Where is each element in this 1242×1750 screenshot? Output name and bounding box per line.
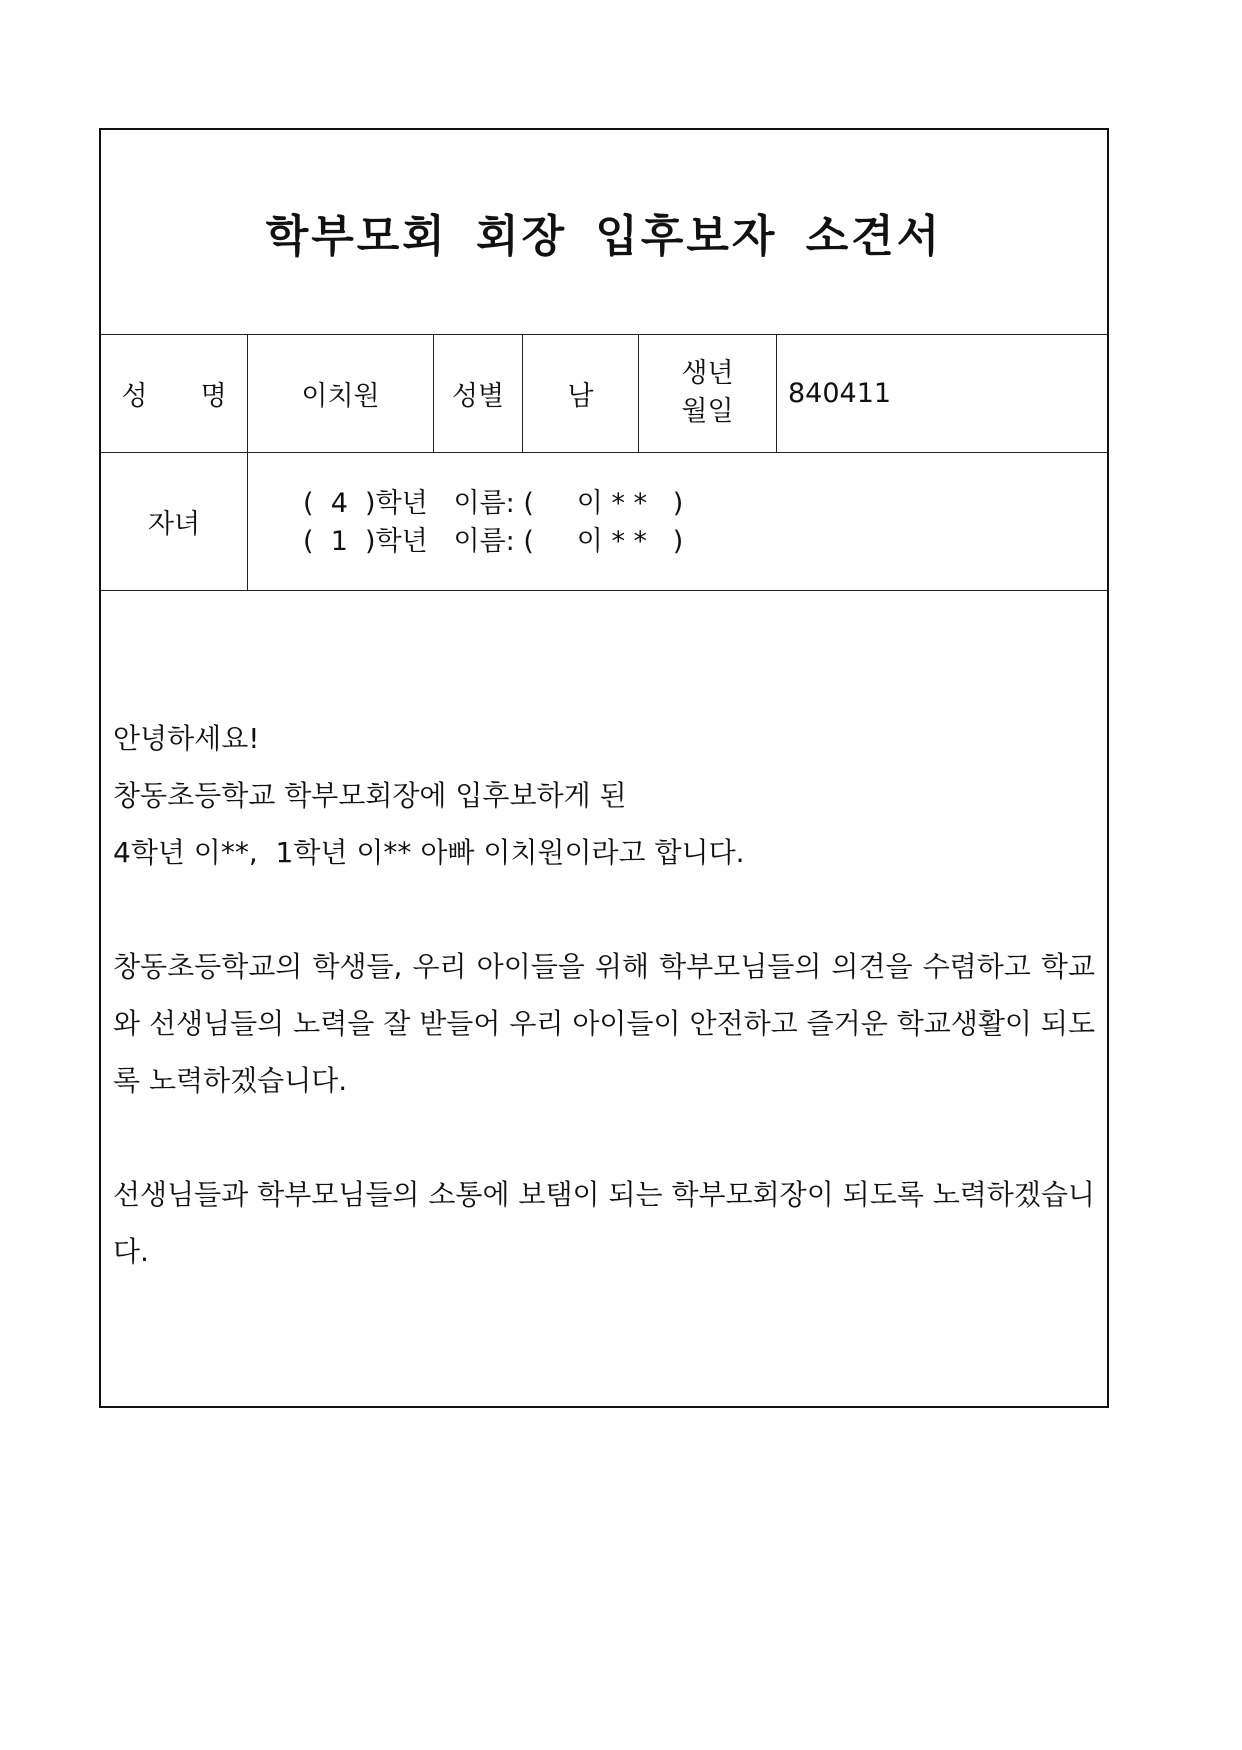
candidate-statement-form: [99, 128, 1109, 1408]
intro-line-2: 4학년 이**, 1학년 이** 아빠 이치원이라고 합니다.: [113, 836, 745, 869]
birth-value: 840411: [788, 377, 892, 409]
paragraph-3: 선생님들과 학부모님들의 소통에 보탬이 되는 학부모회장이 되도록 노력하겠습니다.: [113, 1178, 1095, 1268]
birth-label-line-1: 생년: [681, 358, 734, 389]
intro-line-1: 창동초등학교 학부모회장에 입후보하게 된: [113, 779, 627, 812]
statement-body: [113, 710, 1095, 1280]
children-label-cell: [101, 452, 248, 590]
gender-label-cell: [434, 334, 523, 452]
title-row: [101, 130, 1107, 335]
birth-label-cell: [639, 334, 777, 452]
document-title: 학부모회 회장 입후보자 소견서: [265, 211, 943, 262]
children-row: [101, 452, 1107, 591]
name-value: 이치원: [301, 380, 380, 412]
child-entry-2: ( 1 )학년 이름: ( 이 * * ): [303, 526, 684, 557]
name-label: 성 명: [121, 380, 227, 412]
name-label-cell: [101, 334, 248, 452]
birth-value-cell: [777, 334, 1107, 452]
paragraph-gap: [113, 1109, 1095, 1166]
gender-value-cell: [523, 334, 639, 452]
paragraph-2: 창동초등학교의 학생들, 우리 아이들을 위해 학부모님들의 의견을 수렴하고 학교와 선생님들의 노력을 잘 받들어 우리 아이들이 안전하고 즐거운 학교생활이 되도록 노력하겠습니다.: [113, 950, 1095, 1097]
name-value-cell: [248, 334, 434, 452]
children-label: 자녀: [147, 508, 201, 540]
greeting-line: 안녕하세요!: [113, 722, 260, 755]
personal-info-row: [101, 334, 1107, 453]
gender-value: 남: [567, 380, 594, 412]
birth-label-line-2: 월일: [681, 396, 734, 427]
child-entry-1: ( 4 )학년 이름: ( 이 * * ): [303, 488, 684, 519]
paragraph-gap: [113, 881, 1095, 938]
gender-label: 성별: [451, 380, 505, 412]
